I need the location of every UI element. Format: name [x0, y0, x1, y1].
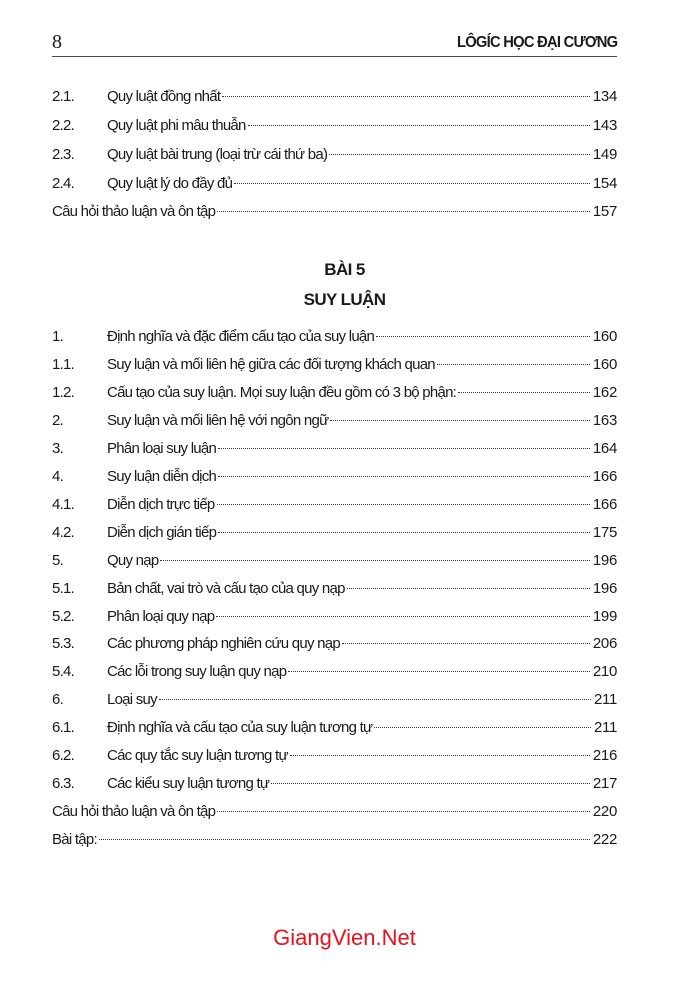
toc-entry-label: Suy luận diễn dịch — [107, 468, 217, 485]
toc-entry-number: 2.2. — [52, 117, 75, 134]
toc-entry-page: 143 — [592, 117, 617, 134]
toc-entry-label: Các kiểu suy luận tương tự — [107, 775, 270, 792]
dot-leader — [342, 643, 590, 644]
toc-entry-label: Các phương pháp nghiên cứu quy nạp — [107, 635, 340, 652]
toc-entry-number: 5.3. — [52, 635, 75, 652]
toc-row[interactable] — [52, 173, 617, 195]
dot-leader — [217, 211, 590, 212]
toc-entry-label: Các quy tắc suy luận tương tự — [107, 747, 288, 764]
toc-row[interactable] — [52, 633, 617, 655]
toc-row[interactable] — [52, 550, 617, 572]
toc-row[interactable] — [52, 86, 617, 108]
toc-entry-number: 5. — [52, 552, 64, 569]
toc-entry-number: 3. — [52, 440, 64, 457]
toc-row[interactable] — [52, 115, 617, 137]
toc-entry-page: 149 — [592, 146, 617, 163]
toc-row[interactable] — [52, 438, 617, 460]
dot-leader — [234, 183, 590, 184]
toc-entry-number: 2.3. — [52, 146, 75, 163]
toc-entry-number: 6.2. — [52, 747, 75, 764]
dot-leader — [218, 476, 590, 477]
toc-entry-page: 220 — [592, 803, 617, 820]
toc-entry-page: 175 — [592, 524, 617, 541]
toc-entry-page: 211 — [593, 719, 617, 736]
dot-leader — [329, 154, 590, 155]
toc-entry-page: 199 — [592, 608, 617, 625]
toc-entry-number: 4.2. — [52, 524, 75, 541]
toc-row[interactable] — [52, 829, 617, 851]
dot-leader — [374, 727, 591, 728]
dot-leader — [160, 560, 589, 561]
running-title: LÔGÍC HỌC ĐẠI CƯƠNG — [456, 34, 617, 51]
header-rule — [52, 56, 617, 57]
toc-entry-label: Cấu tạo của suy luận. Mọi suy luận đều gồm có 3 bộ phận: — [107, 384, 457, 401]
toc-entry-number: 4. — [52, 468, 64, 485]
dot-leader — [218, 532, 590, 533]
toc-entry-label: Phân loại suy luận — [107, 440, 217, 457]
toc-entry-page: 211 — [593, 691, 617, 708]
dot-leader — [217, 811, 590, 812]
toc-entry-page: 163 — [592, 412, 617, 429]
toc-entry-number: 1. — [52, 328, 64, 345]
dot-leader — [376, 336, 590, 337]
toc-entry-label: Quy luật bài trung (loại trừ cái thứ ba) — [107, 146, 328, 163]
toc-entry-number: 2.1. — [52, 88, 75, 105]
toc-entry-number: 6.1. — [52, 719, 75, 736]
toc-entry-label: Bản chất, vai trò và cấu tạo của quy nạp — [107, 580, 345, 597]
toc-row[interactable] — [52, 354, 617, 376]
toc-row[interactable] — [52, 494, 617, 516]
toc-entry-label: Quy nạp — [107, 552, 159, 569]
toc-entry-page: 222 — [592, 831, 617, 848]
dot-leader — [271, 783, 590, 784]
chapter-title: SUY LUẬN — [303, 290, 386, 309]
toc-entry-label: Loại suy — [107, 691, 157, 708]
dot-leader — [217, 504, 590, 505]
toc-entry-page: 134 — [592, 88, 617, 105]
toc-row[interactable] — [52, 578, 617, 600]
toc-entry-page: 157 — [592, 203, 617, 220]
dot-leader — [437, 364, 590, 365]
toc-entry-label: Quy luật đồng nhất — [107, 88, 221, 105]
dot-leader — [347, 588, 590, 589]
toc-row[interactable] — [52, 466, 617, 488]
toc-entry-page: 206 — [592, 635, 617, 652]
toc-entry-label: Câu hỏi thảo luận và ôn tập — [52, 203, 216, 220]
toc-row[interactable] — [52, 689, 617, 711]
dot-leader — [330, 420, 590, 421]
toc-entry-number: 6. — [52, 691, 64, 708]
chapter-number: BÀI 5 — [324, 260, 365, 279]
dot-leader — [99, 839, 590, 840]
watermark: GiangVien.Net — [273, 925, 416, 950]
toc-entry-number: 6.3. — [52, 775, 75, 792]
toc-entry-page: 196 — [592, 580, 617, 597]
toc-row[interactable] — [52, 717, 617, 739]
toc-entry-label: Định nghĩa và cấu tạo của suy luận tương tự — [107, 719, 373, 736]
toc-entry-number: 5.4. — [52, 663, 75, 680]
toc-entry-label: Diễn dịch trực tiếp — [107, 496, 215, 513]
toc-entry-page: 160 — [592, 328, 617, 345]
toc-row[interactable] — [52, 201, 617, 223]
toc-row[interactable] — [52, 801, 617, 823]
toc-row[interactable] — [52, 522, 617, 544]
toc-entry-page: 154 — [592, 175, 617, 192]
toc-entry-number: 5.2. — [52, 608, 75, 625]
toc-entry-page: 160 — [592, 356, 617, 373]
toc-entry-number: 2. — [52, 412, 64, 429]
toc-entry-number: 1.1. — [52, 356, 75, 373]
dot-leader — [290, 755, 590, 756]
toc-entry-page: 166 — [592, 496, 617, 513]
page-number: 8 — [52, 31, 62, 53]
toc-entry-label: Diễn dịch gián tiếp — [107, 524, 217, 541]
toc-entry-label: Câu hỏi thảo luận và ôn tập — [52, 803, 216, 820]
toc-entry-page: 166 — [592, 468, 617, 485]
toc-entry-label: Suy luận và mối liên hệ giữa các đối tượng khách quan — [107, 356, 435, 373]
dot-leader — [222, 96, 590, 97]
toc-entry-page: 210 — [592, 663, 617, 680]
toc-entry-label: Định nghĩa và đặc điểm cấu tạo của suy luận — [107, 328, 375, 345]
toc-entry-label: Quy luật phi mâu thuẫn — [107, 117, 246, 134]
toc-entry-page: 196 — [592, 552, 617, 569]
dot-leader — [288, 671, 590, 672]
toc-entry-label: Các lỗi trong suy luận quy nạp — [107, 663, 287, 680]
toc-entry-number: 4.1. — [52, 496, 75, 513]
toc-row[interactable] — [52, 382, 617, 404]
toc-row[interactable] — [52, 410, 617, 432]
toc-entry-number: 1.2. — [52, 384, 75, 401]
toc-row[interactable] — [52, 144, 617, 166]
dot-leader — [159, 699, 591, 700]
dot-leader — [458, 392, 590, 393]
dot-leader — [216, 616, 590, 617]
toc-entry-number: 5.1. — [52, 580, 75, 597]
toc-entry-page: 217 — [592, 775, 617, 792]
toc-row[interactable] — [52, 606, 617, 628]
dot-leader — [218, 448, 590, 449]
toc-row[interactable] — [52, 773, 617, 795]
dot-leader — [248, 125, 590, 126]
toc-entry-label: Quy luật lý do đầy đủ — [107, 175, 233, 192]
toc-entry-label: Phân loại quy nạp — [107, 608, 215, 625]
toc-entry-page: 216 — [592, 747, 617, 764]
toc-row[interactable] — [52, 661, 617, 683]
toc-row[interactable] — [52, 326, 617, 348]
toc-entry-label: Suy luận và mối liên hệ với ngôn ngữ — [107, 412, 329, 429]
toc-entry-number: 2.4. — [52, 175, 75, 192]
toc-entry-page: 162 — [592, 384, 617, 401]
toc-entry-page: 164 — [592, 440, 617, 457]
toc-entry-label: Bài tập: — [52, 831, 97, 848]
toc-row[interactable] — [52, 745, 617, 767]
